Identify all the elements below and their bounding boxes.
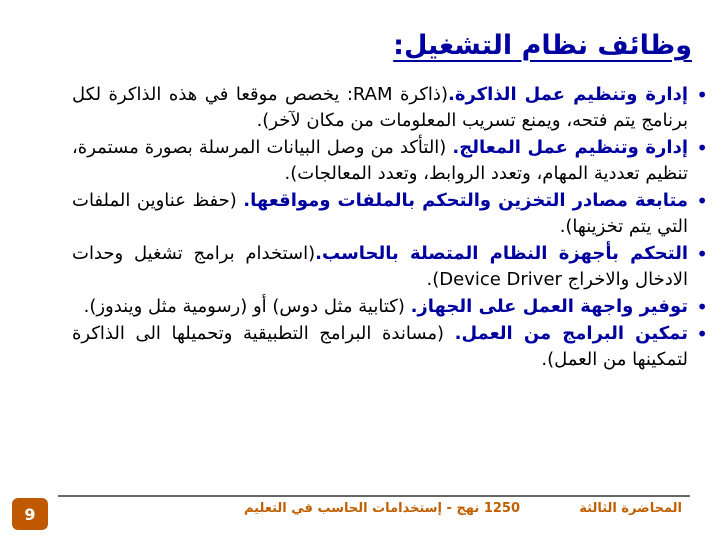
bullet-lead: توفير واجهة العمل على الجهاز.: [410, 296, 688, 317]
bullet-text: (ذاكرة RAM: يخصص موقعا في هذه الذاكرة لكل برنامج يتم فتحه، ويمنع تسريب المعلومات من مكان لآخر).: [72, 84, 688, 131]
bullet-storage-management: [72, 188, 708, 240]
footer-lecture: المحاضرة الثالثة: [579, 501, 682, 516]
footer: [58, 499, 690, 521]
bullet-lead: إدارة وتنظيم عمل المعالج.: [452, 137, 688, 158]
bullet-list: [72, 82, 708, 374]
bullet-lead: إدارة وتنظيم عمل الذاكرة.: [447, 84, 688, 105]
page-number-badge: 9: [12, 498, 48, 530]
bullet-memory-management: [72, 82, 708, 134]
slide-title: وظائف نظام التشغيل:: [393, 30, 692, 61]
bullet-lead: تمكين البرامج من العمل.: [454, 323, 688, 344]
bullet-text: (حفظ عناوين الملفات التي يتم تخزينها).: [72, 190, 688, 237]
footer-course: 1250 نهج - إستخدامات الحاسب في التعليم: [243, 501, 520, 516]
bullet-text: (كتابية مثل دوس) أو (رسومية مثل ويندوز).: [83, 296, 411, 317]
bullet-lead: متابعة مصادر التخزين والتحكم بالملفات ومواقعها.: [243, 190, 688, 211]
bullet-processor-management: [72, 135, 708, 187]
bullet-user-interface: [72, 294, 708, 320]
footer-divider: [58, 495, 690, 497]
bullet-text: (مساندة البرامج التطبيقية وتحميلها الى الذاكرة لتمكينها من العمل).: [72, 323, 688, 370]
bullet-lead: التحكم بأجهزة النظام المتصلة بالحاسب.: [315, 243, 688, 264]
bullet-text: (استخدام برامج تشغيل وحدات الادخال والاخراج Device Driver).: [72, 243, 688, 290]
bullet-text: (التأكد من وصل البيانات المرسلة بصورة مستمرة، تنظيم تعددية المهام، وتعدد الروابط، وتعدد المعالجات).: [72, 137, 688, 184]
bullet-device-control: [72, 241, 708, 293]
bullet-run-programs: [72, 321, 708, 373]
